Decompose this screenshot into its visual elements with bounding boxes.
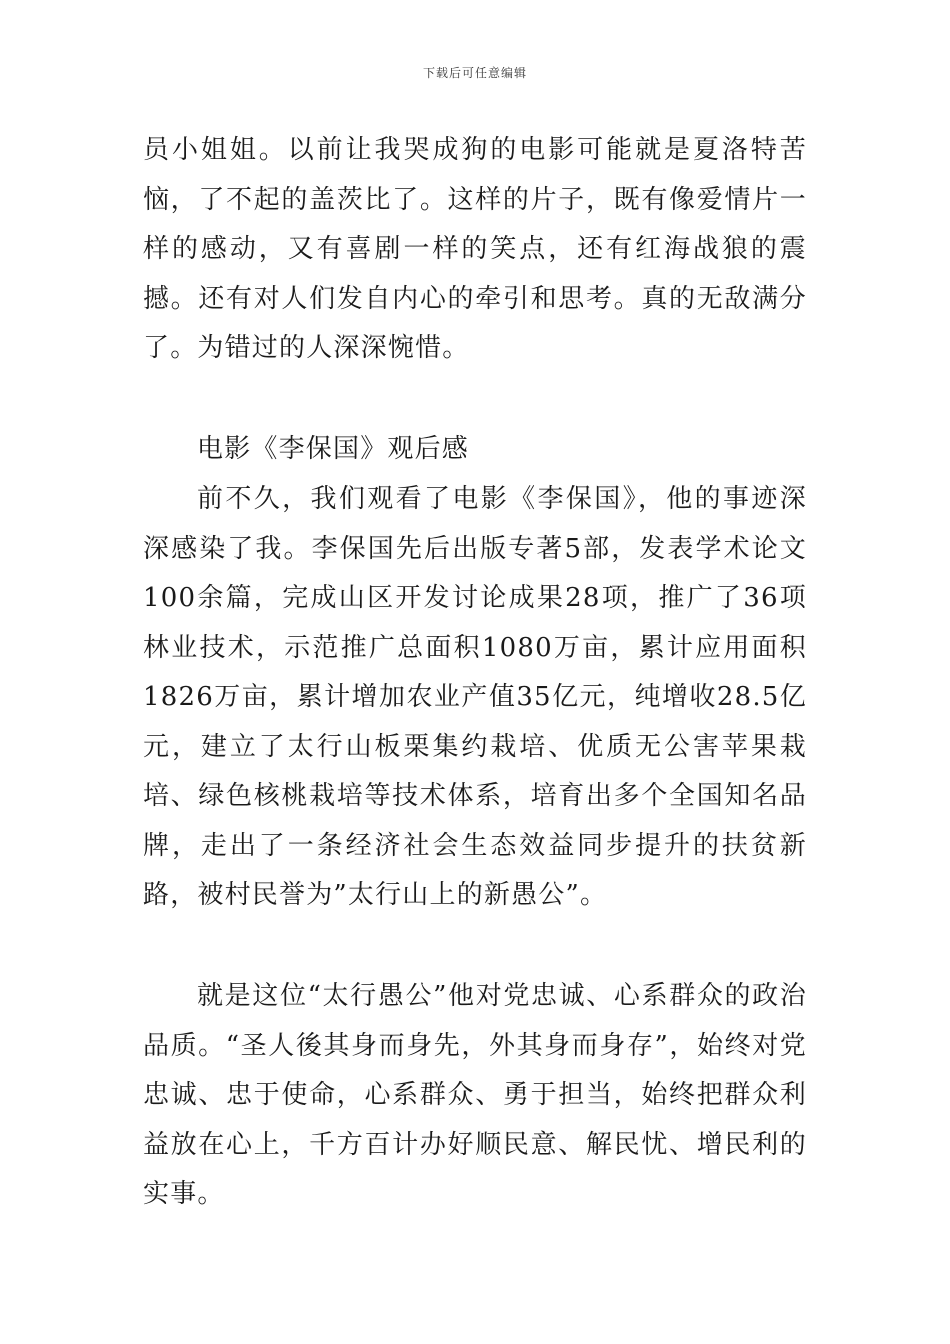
section-heading <box>143 425 807 475</box>
paragraph-text: 就是这位“太行愚公”他对党忠诚、心系群众的政治品质。“圣人後其身而身先，外其身而身存”，始终对党忠诚、忠于使命，心系群众、勇于担当，始终把群众利益放在心上，千方百计办好顺民意、解民忧、增民利的实事。 <box>143 981 807 1209</box>
paragraph-text: 前不久，我们观看了电影《李保国》，他的事迹深深感染了我。李保国先后出版专著5部，发表学术论文100余篇，完成山区开发讨论成果28项，推广了36项林业技术，示范推广总面积1080万亩，累计应用面积1826万亩，累计增加农业产值35亿元，纯增收28.5亿元，建立了太行山板栗集约栽培、优质无公害苹果栽培、绿色核桃栽培等技术体系，培育出多个全国知名品牌，走出了一条经济社会生态效益同步提升的扶贫新路，被村民誉为”太行山上的新愚公”。 <box>143 484 807 910</box>
paragraph-political-quality <box>143 972 807 1220</box>
paragraph-movie-review-ending <box>143 126 807 374</box>
paragraph-li-baoguo-achievements <box>143 475 807 921</box>
section-heading-text: 电影《李保国》观后感 <box>197 434 470 464</box>
header-note: 下载后可任意编辑 <box>422 66 527 80</box>
paragraph-text: 员小姐姐。以前让我哭成狗的电影可能就是夏洛特苦恼，了不起的盖茨比了。这样的片子，既有像爱情片一样的感动，又有喜剧一样的笑点，还有红海战狼的震撼。还有对人们发自内心的牵引和思考。真的无敌满分了。为错过的人深深惋惜。 <box>143 135 807 363</box>
